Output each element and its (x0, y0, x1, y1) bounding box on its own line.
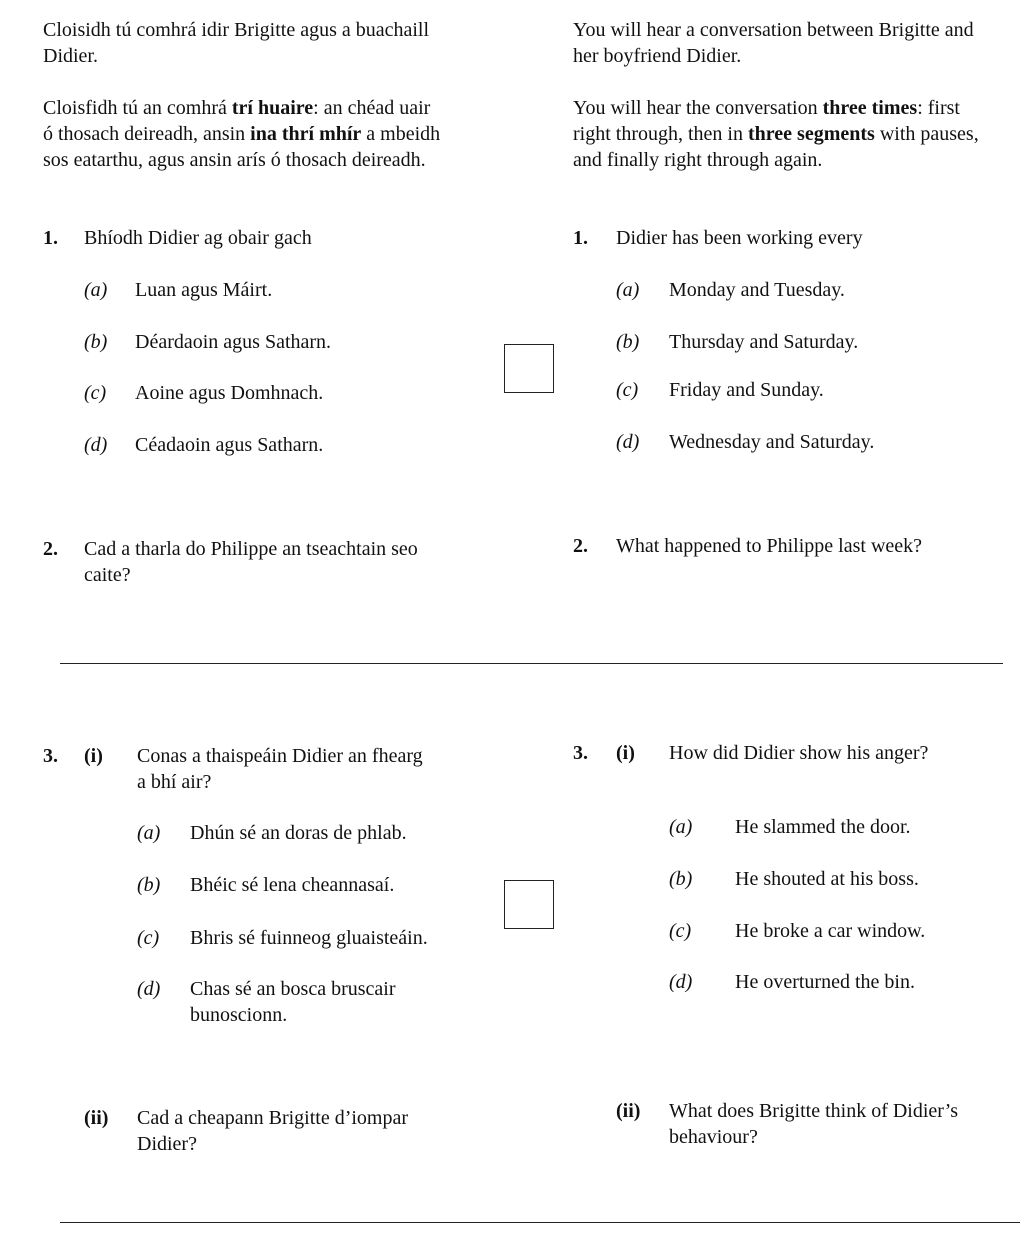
intro-ga-p2-line2 (43, 121, 440, 147)
text: Cloisfidh tú an comhrá (43, 97, 232, 119)
q3-option-b-ga: Bhéic sé lena cheannasaí. (190, 874, 395, 896)
q1-option-b-letter: (b) (84, 331, 108, 353)
q1-stem-en: Didier has been working every (616, 227, 863, 249)
q1-number-en: 1. (573, 227, 588, 249)
q2-stem-ga-line1: Cad a tharla do Philippe an tseachtain seo (84, 538, 418, 560)
q3-part-ii-ga: (ii) (84, 1107, 109, 1129)
intro-ga-p2-line1 (43, 95, 430, 121)
intro-en-line1: You will hear a conversation between Brigitte and (573, 19, 974, 41)
q1-option-a-ga: Luan agus Máirt. (135, 279, 273, 301)
text: with pauses, (874, 123, 979, 145)
bold-text: three times (822, 97, 918, 119)
text: : first (917, 97, 960, 119)
q1-option-b-letter-en: (b) (616, 331, 640, 353)
q3-ii-stem-en-line1: What does Brigitte think of Didier’s (669, 1100, 959, 1122)
q2-answer-line[interactable] (60, 663, 1003, 664)
q3-option-d-ga-line2: bunoscionn. (190, 1004, 288, 1026)
text: ó thosach deireadh, ansin (43, 123, 251, 145)
q3-option-a-en: He slammed the door. (735, 816, 911, 838)
q1-option-a-en: Monday and Tuesday. (669, 279, 845, 301)
bold-text: ina thrí mhír (250, 123, 362, 145)
q3-i-stem-ga-line2: a bhí air? (137, 771, 212, 793)
q3-number-en: 3. (573, 742, 588, 764)
q2-number-ga: 2. (43, 538, 58, 560)
q2-number-en: 2. (573, 535, 588, 557)
q1-stem-ga: Bhíodh Didier ag obair gach (84, 227, 312, 249)
q3-ii-stem-ga-line2: Didier? (137, 1133, 197, 1155)
intro-en-p2-line1 (573, 95, 960, 121)
q2-stem-ga-line2: caite? (84, 564, 131, 586)
q3-option-c-ga: Bhris sé fuinneog gluaisteáin. (190, 927, 428, 949)
q3-i-stem-en: How did Didier show his anger? (669, 742, 929, 764)
text: You will hear the conversation (573, 97, 823, 119)
q1-option-d-letter: (d) (84, 434, 108, 456)
intro-en-p2-line3: and finally right through again. (573, 149, 823, 171)
q1-option-d-letter-en: (d) (616, 431, 640, 453)
q3-part-i-en: (i) (616, 742, 635, 764)
q1-answer-box[interactable] (504, 344, 554, 393)
q1-option-c-ga: Aoine agus Domhnach. (135, 382, 324, 404)
q3-option-b-letter-en: (b) (669, 868, 693, 890)
q3-i-stem-ga-line1: Conas a thaispeáin Didier an fhearg (137, 745, 423, 767)
q3-option-d-letter: (d) (137, 978, 161, 1000)
q3-part-i-ga: (i) (84, 745, 103, 767)
q3-number-ga: 3. (43, 745, 58, 767)
q1-option-c-letter-en: (c) (616, 379, 639, 401)
intro-ga-line2: Didier. (43, 45, 98, 67)
q3-part-ii-en: (ii) (616, 1100, 641, 1122)
q3-option-b-letter: (b) (137, 874, 161, 896)
bold-text: three segments (747, 123, 875, 145)
q3-option-a-ga: Dhún sé an doras de phlab. (190, 822, 407, 844)
q3-ii-answer-line[interactable] (60, 1222, 1020, 1223)
q1-option-d-ga: Céadaoin agus Satharn. (135, 434, 324, 456)
q1-option-a-letter: (a) (84, 279, 108, 301)
q1-option-a-letter-en: (a) (616, 279, 640, 301)
q1-option-b-ga: Déardaoin agus Satharn. (135, 331, 332, 353)
bold-text: trí huaire (231, 97, 314, 119)
text: a mbeidh (361, 123, 441, 145)
q3-ii-stem-en-line2: behaviour? (669, 1126, 758, 1148)
q3-option-d-letter-en: (d) (669, 971, 693, 993)
q1-option-b-en: Thursday and Saturday. (669, 331, 859, 353)
q1-option-d-en: Wednesday and Saturday. (669, 431, 875, 453)
q1-option-c-letter: (c) (84, 382, 107, 404)
q3-ii-stem-ga-line1: Cad a cheapann Brigitte d’iompar (137, 1107, 409, 1129)
q3-option-c-en: He broke a car window. (735, 920, 926, 942)
intro-ga-p2-line3: sos eatarthu, agus ansin arís ó thosach deireadh. (43, 149, 426, 171)
q3-option-a-letter-en: (a) (669, 816, 693, 838)
q2-stem-en: What happened to Philippe last week? (616, 535, 923, 557)
q1-option-c-en: Friday and Sunday. (669, 379, 824, 401)
q3-answer-box[interactable] (504, 880, 554, 929)
intro-en-line2: her boyfriend Didier. (573, 45, 742, 67)
q3-option-d-en: He overturned the bin. (735, 971, 915, 993)
q3-option-b-en: He shouted at his boss. (735, 868, 919, 890)
q3-option-a-letter: (a) (137, 822, 161, 844)
q3-option-d-ga-line1: Chas sé an bosca bruscair (190, 978, 396, 1000)
intro-en-p2-line2 (573, 121, 979, 147)
text: : an chéad uair (313, 97, 431, 119)
text: right through, then in (573, 123, 748, 145)
q3-option-c-letter-en: (c) (669, 920, 692, 942)
q3-option-c-letter: (c) (137, 927, 160, 949)
intro-ga-line1: Cloisidh tú comhrá idir Brigitte agus a buachaill (43, 19, 430, 41)
q1-number-ga: 1. (43, 227, 58, 249)
